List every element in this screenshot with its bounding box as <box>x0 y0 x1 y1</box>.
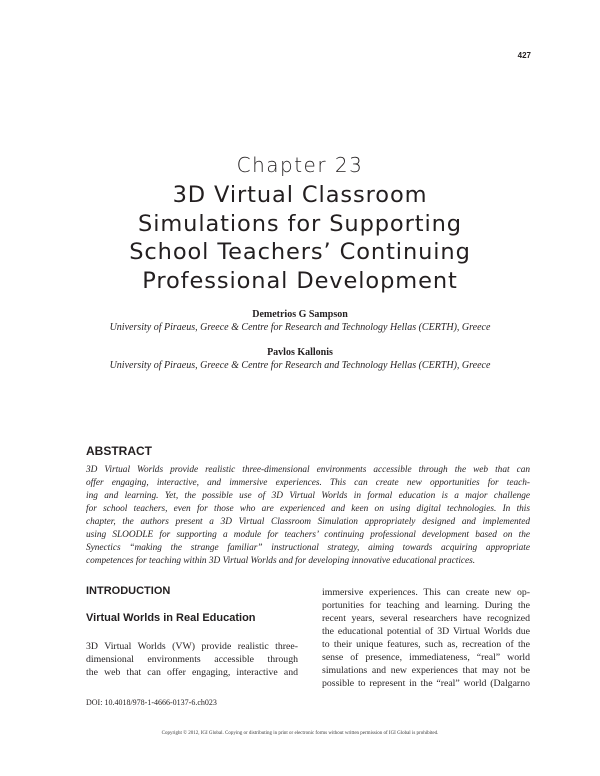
author-affiliation: University of Piraeus, Greece & Centre for Research and Technology Hellas (CERTH), Greece <box>109 360 491 371</box>
abstract-line: using SLOODLE for supporting a module for teachers’ continuing professional development based on the <box>86 530 530 540</box>
abstract-line: 3D Virtual Worlds provide realistic three-dimensional environments accessible through the web that can <box>86 465 530 475</box>
author-affiliation: University of Piraeus, Greece & Centre for Research and Technology Hellas (CERTH), Greece <box>109 322 491 333</box>
author-name: Pavlos Kallonis <box>267 347 333 358</box>
body-line: 3D Virtual Worlds (VW) provide realistic three- <box>86 641 298 652</box>
page-number: 427 <box>517 51 531 60</box>
abstract-line: competences for teaching within 3D Virtual Worlds and for developing innovative educational practices. <box>86 556 476 566</box>
section-subheading: Virtual Worlds in Real Education <box>86 612 256 624</box>
body-column-right <box>322 586 530 690</box>
body-line: immersive experiences. This can create new op- <box>322 587 530 598</box>
abstract-body <box>86 464 530 568</box>
body-line: the educational potential of 3D Virtual Worlds due <box>322 626 530 637</box>
chapter-title-line: School Teachers’ Continuing <box>129 239 471 265</box>
body-line: simulations and new experiences that may not be <box>322 665 530 676</box>
abstract-line: offer engaging, interactive, and immersive experiences. This can create new opportunities for teach- <box>86 478 530 488</box>
author-name: Demetrios G Sampson <box>252 309 348 320</box>
body-line: possible to represent in the “real” world (Dalgarno <box>322 678 530 689</box>
body-line: portunities for teaching and learning. During the <box>322 600 530 611</box>
abstract-line: for school teachers, even for those who are experienced and keen on using digital technologies. In this <box>86 504 530 514</box>
body-line: dimensional environments accessible through <box>86 654 298 665</box>
author-block <box>0 308 600 334</box>
abstract-heading: ABSTRACT <box>86 444 152 458</box>
chapter-label: Chapter 23 <box>236 153 364 177</box>
introduction-heading: INTRODUCTION <box>86 585 171 597</box>
body-line: recent years, several researchers have recognized <box>322 613 530 624</box>
chapter-title-line: Professional Development <box>142 267 458 294</box>
body-line: the web that can offer engaging, interactive and <box>86 667 298 678</box>
chapter-title-line: 3D Virtual Classroom <box>172 182 428 208</box>
abstract-line: chapter, the authors present a 3D Virtual Classroom Simulation appropriately designed and implemented <box>86 517 530 527</box>
copyright-notice: Copyright © 2012, IGI Global. Copying or distributing in print or electronic forms without written permission of IGI Global is prohibited. <box>161 731 439 736</box>
chapter-title-line: Simulations for Supporting <box>138 210 462 237</box>
doi: DOI: 10.4018/978-1-4666-0137-6.ch023 <box>86 698 217 707</box>
abstract-line: Synectics “making the strange familiar” instructional strategy, aiming towards acquiring appropriate <box>86 543 530 553</box>
body-column-left <box>86 640 298 679</box>
chapter-title <box>60 181 540 295</box>
author-block <box>0 346 600 372</box>
abstract-line: ing and learning. Yet, the possible use of 3D Virtual Worlds in formal education is a major challenge <box>86 491 530 501</box>
body-line: to their unique features, such as, recreation of the <box>322 639 530 650</box>
body-line: sense of presence, immediateness, “real” world <box>322 652 530 663</box>
